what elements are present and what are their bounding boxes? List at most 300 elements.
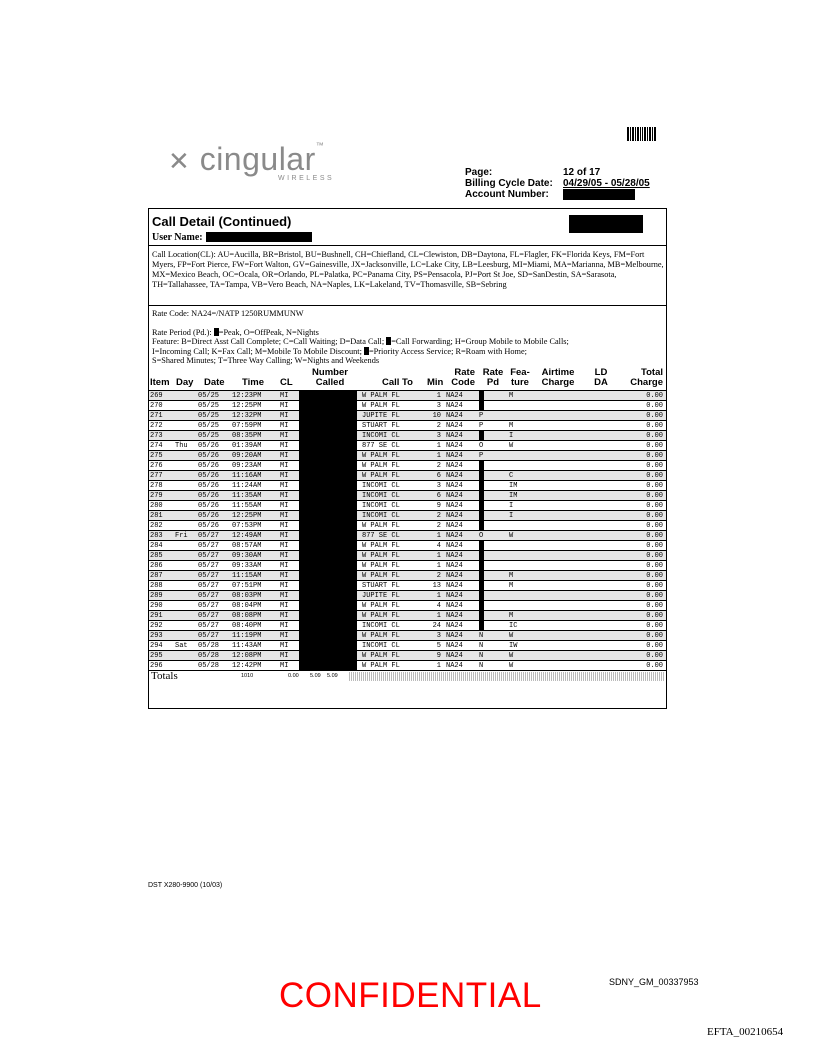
cell-item: 273	[150, 432, 163, 440]
cell-rate-code: NA24	[446, 582, 463, 590]
cell-rate-pd: N	[479, 652, 484, 660]
cell-total-charge: 0.00	[646, 392, 663, 400]
number-called-redaction	[299, 591, 357, 600]
col-call-to: Call To	[382, 377, 413, 388]
cell-call-to: W PALM FL	[362, 612, 400, 620]
cell-item: 291	[150, 612, 163, 620]
barcode	[627, 127, 657, 141]
cell-total-charge: 0.00	[646, 592, 663, 600]
cell-cl: MI	[280, 642, 289, 650]
cell-min: 24	[432, 622, 441, 630]
cell-total-charge: 0.00	[646, 532, 663, 540]
cell-rate-code: NA24	[446, 542, 463, 550]
cell-time: 07:59PM	[232, 422, 262, 430]
number-called-redaction	[299, 411, 357, 420]
cell-call-to: W PALM FL	[362, 452, 400, 460]
cell-item: 292	[150, 622, 163, 630]
cell-min: 3	[436, 432, 441, 440]
cell-cl: MI	[280, 402, 289, 410]
table-row	[149, 490, 666, 500]
cell-cl: MI	[280, 582, 289, 590]
cell-call-to: INCOMI CL	[362, 642, 400, 650]
billing-cycle-label: Billing Cycle Date:	[465, 178, 553, 189]
rate-pd-redaction	[479, 541, 484, 550]
rate-pd-redaction	[479, 471, 484, 480]
cell-rate-code: NA24	[446, 392, 463, 400]
cell-feature: M	[509, 572, 514, 580]
cell-cl: MI	[280, 482, 289, 490]
cell-cl: MI	[280, 452, 289, 460]
cell-time: 08:57AM	[232, 542, 262, 550]
cell-rate-code: NA24	[446, 482, 463, 490]
account-number-redaction	[563, 189, 635, 200]
number-called-redaction	[299, 401, 357, 410]
cell-cl: MI	[280, 572, 289, 580]
rate-pd-redaction	[479, 601, 484, 610]
rate-pd-redaction	[479, 391, 484, 400]
cell-call-to: W PALM FL	[362, 632, 400, 640]
cell-rate-pd: N	[479, 642, 484, 650]
billing-header	[465, 167, 650, 200]
cell-min: 1	[436, 592, 441, 600]
table-row	[149, 540, 666, 550]
cell-total-charge: 0.00	[646, 622, 663, 630]
table-row	[149, 470, 666, 480]
cell-call-to: 877 SE CL	[362, 532, 400, 540]
totals-value-2: 5.09	[310, 673, 321, 679]
cell-cl: MI	[280, 662, 289, 670]
title-redaction	[569, 215, 643, 233]
cell-total-charge: 0.00	[646, 642, 663, 650]
number-called-redaction	[299, 541, 357, 550]
table-row	[149, 460, 666, 470]
number-called-redaction	[299, 391, 357, 400]
number-called-redaction	[299, 551, 357, 560]
cell-item: 296	[150, 662, 163, 670]
cell-time: 08:03PM	[232, 592, 262, 600]
cell-time: 08:08PM	[232, 612, 262, 620]
totals-min: 1010	[241, 673, 254, 679]
col-rate-code: Rate Code	[451, 367, 475, 388]
cell-date: 05/28	[198, 652, 220, 660]
cell-item: 287	[150, 572, 163, 580]
cell-cl: MI	[280, 462, 289, 470]
billing-cycle-value: 04/29/05 - 05/28/05	[563, 178, 650, 189]
cell-feature: IM	[509, 482, 518, 490]
cell-cl: MI	[280, 652, 289, 660]
divider	[149, 245, 666, 246]
cell-cl: MI	[280, 442, 289, 450]
col-min: Min	[427, 377, 444, 388]
cell-item: 290	[150, 602, 163, 610]
cell-date: 05/26	[198, 442, 220, 450]
user-name-redaction	[206, 232, 312, 242]
cell-time: 08:04PM	[232, 602, 262, 610]
table-row	[149, 580, 666, 590]
cell-cl: MI	[280, 592, 289, 600]
cell-min: 2	[436, 462, 441, 470]
cell-call-to: STUART FL	[362, 582, 400, 590]
rate-pd-redaction	[479, 571, 484, 580]
table-row	[149, 570, 666, 580]
number-called-redaction	[299, 471, 357, 480]
cell-feature: W	[509, 662, 514, 670]
cell-rate-code: NA24	[446, 452, 463, 460]
cell-item: 286	[150, 562, 163, 570]
cell-min: 3	[436, 632, 441, 640]
cell-min: 1	[436, 442, 441, 450]
cell-cl: MI	[280, 422, 289, 430]
cell-feature: I	[509, 512, 514, 520]
cell-time: 12:49AM	[232, 532, 262, 540]
cell-total-charge: 0.00	[646, 452, 663, 460]
table-row	[149, 390, 666, 400]
cell-date: 05/26	[198, 522, 220, 530]
table-row	[149, 590, 666, 600]
col-cl: CL	[280, 377, 293, 388]
cell-rate-pd: P	[479, 452, 484, 460]
user-name-label: User Name:	[152, 232, 203, 243]
cell-cl: MI	[280, 392, 289, 400]
number-called-redaction	[299, 621, 357, 630]
cell-min: 1	[436, 532, 441, 540]
cell-date: 05/27	[198, 552, 220, 560]
cell-cl: MI	[280, 412, 289, 420]
cell-call-to: W PALM FL	[362, 562, 400, 570]
page-value: 12 of 17	[563, 167, 601, 178]
call-location-legend: Call Location(CL): AU=Aucilla, BR=Bristol, BU=Bushnell, CH=Chiefland, CL=Clewiston, DB=Daytona, FL=Flagler, FK=Florida Keys, FM=Fort Myers, FP=Fort Pierce, FW=Fort Walton, GV=Gainesville, JX=Jacksonville, LC=Lake City, LB=Leesburg, MI=Miami, MA=Marianna, MB=Melbourne, MX=Mexico Beach, OC=Ocala, OR=Orlando, PL=Palatka, PC=Panama City, PS=Pensacola, PJ=Port St Joe, SD=SanDestin, SA=Sarasota, TH=Tallahassee, TA=Tampa, VB=Vero Beach, NA=Naples, LK=Lakeland, TV=Thomasville, SB=Sebring	[152, 250, 664, 289]
cell-rate-code: NA24	[446, 432, 463, 440]
cell-cl: MI	[280, 552, 289, 560]
cell-date: 05/27	[198, 612, 220, 620]
rate-pd-redaction	[479, 611, 484, 620]
cell-total-charge: 0.00	[646, 602, 663, 610]
table-row	[149, 410, 666, 420]
rate-pd-redaction	[479, 431, 484, 440]
cell-total-charge: 0.00	[646, 632, 663, 640]
cell-feature: IC	[509, 622, 518, 630]
cell-total-charge: 0.00	[646, 502, 663, 510]
cell-time: 12:23PM	[232, 392, 262, 400]
col-total-charge: Total Charge	[630, 367, 663, 388]
cell-call-to: W PALM FL	[362, 652, 400, 660]
cell-rate-code: NA24	[446, 602, 463, 610]
cell-rate-code: NA24	[446, 552, 463, 560]
cell-min: 5	[436, 642, 441, 650]
cell-cl: MI	[280, 502, 289, 510]
cell-total-charge: 0.00	[646, 422, 663, 430]
cell-item: 279	[150, 492, 163, 500]
cell-call-to: W PALM FL	[362, 472, 400, 480]
cell-total-charge: 0.00	[646, 522, 663, 530]
col-rate-pd: Rate Pd	[482, 367, 504, 388]
col-airtime-charge: Airtime Charge	[541, 367, 575, 388]
cell-total-charge: 0.00	[646, 542, 663, 550]
cell-feature: M	[509, 582, 514, 590]
cell-date: 05/27	[198, 622, 220, 630]
number-called-redaction	[299, 421, 357, 430]
rate-period-line: Rate Period (Pd.): =Peak, O=OffPeak, N=Nights	[152, 327, 319, 337]
cingular-logo	[168, 141, 335, 182]
cell-cl: MI	[280, 512, 289, 520]
cell-rate-code: NA24	[446, 502, 463, 510]
confidential-stamp: CONFIDENTIAL	[279, 976, 542, 1015]
cell-date: 05/26	[198, 472, 220, 480]
number-called-redaction	[299, 511, 357, 520]
cell-time: 11:43AM	[232, 642, 262, 650]
cell-rate-code: NA24	[446, 592, 463, 600]
cell-item: 283	[150, 532, 163, 540]
cell-feature: W	[509, 442, 514, 450]
cell-min: 6	[436, 492, 441, 500]
cell-time: 08:40PM	[232, 622, 262, 630]
cell-cl: MI	[280, 562, 289, 570]
bates-number: SDNY_GM_00337953	[609, 977, 699, 987]
cell-time: 09:33AM	[232, 562, 262, 570]
totals-value-3: 5.09	[327, 673, 338, 679]
cell-time: 11:24AM	[232, 482, 262, 490]
cell-call-to: JUPITE FL	[362, 412, 400, 420]
feature-line-3: S=Shared Minutes; T=Three Way Calling; W=Nights and Weekends	[152, 356, 380, 366]
cell-call-to: JUPITE FL	[362, 592, 400, 600]
cell-time: 12:42PM	[232, 662, 262, 670]
cell-date: 05/25	[198, 412, 220, 420]
rate-pd-redaction	[479, 521, 484, 530]
cell-day: Fri	[175, 532, 188, 540]
cell-min: 4	[436, 542, 441, 550]
cell-call-to: W PALM FL	[362, 552, 400, 560]
col-time: Time	[242, 377, 265, 388]
cell-date: 05/27	[198, 532, 220, 540]
cell-rate-code: NA24	[446, 422, 463, 430]
form-number: DST X280-9900 (10/03)	[148, 882, 223, 889]
cell-date: 05/26	[198, 452, 220, 460]
cell-min: 9	[436, 652, 441, 660]
cell-rate-code: NA24	[446, 522, 463, 530]
cell-call-to: W PALM FL	[362, 572, 400, 580]
table-row	[149, 500, 666, 510]
number-called-redaction	[299, 651, 357, 660]
cell-item: 294	[150, 642, 163, 650]
cell-date: 05/26	[198, 492, 220, 500]
cell-time: 11:19PM	[232, 632, 262, 640]
table-row	[149, 600, 666, 610]
cell-cl: MI	[280, 432, 289, 440]
cell-time: 11:55AM	[232, 502, 262, 510]
rate-pd-redaction	[479, 501, 484, 510]
cell-rate-pd: O	[479, 442, 484, 450]
cell-date: 05/27	[198, 582, 220, 590]
rate-pd-redaction	[479, 491, 484, 500]
cell-min: 10	[432, 412, 441, 420]
cell-day: Sat	[175, 642, 188, 650]
cell-total-charge: 0.00	[646, 652, 663, 660]
table-body	[149, 390, 666, 670]
number-called-redaction	[299, 491, 357, 500]
number-called-redaction	[299, 631, 357, 640]
number-called-redaction	[299, 531, 357, 540]
cell-rate-code: NA24	[446, 442, 463, 450]
cell-feature: I	[509, 432, 514, 440]
cell-call-to: W PALM FL	[362, 662, 400, 670]
number-called-redaction	[299, 521, 357, 530]
cell-time: 01:39AM	[232, 442, 262, 450]
cell-min: 1	[436, 552, 441, 560]
cell-total-charge: 0.00	[646, 582, 663, 590]
col-ld-da: LD DA	[594, 367, 608, 388]
logo-brand-mark: ✕ cingular™	[168, 141, 325, 177]
cell-total-charge: 0.00	[646, 482, 663, 490]
table-row	[149, 660, 666, 670]
cell-date: 05/27	[198, 602, 220, 610]
number-called-redaction	[299, 481, 357, 490]
cell-time: 12:25PM	[232, 512, 262, 520]
cell-rate-pd: P	[479, 422, 484, 430]
cell-feature: C	[509, 472, 514, 480]
table-row	[149, 440, 666, 450]
account-number-label: Account Number:	[465, 189, 549, 200]
cell-call-to: INCOMI CL	[362, 502, 400, 510]
cell-cl: MI	[280, 532, 289, 540]
cell-item: 271	[150, 412, 163, 420]
number-called-redaction	[299, 451, 357, 460]
cell-total-charge: 0.00	[646, 412, 663, 420]
cell-date: 05/26	[198, 482, 220, 490]
table-row	[149, 450, 666, 460]
cell-call-to: W PALM FL	[362, 462, 400, 470]
cell-time: 11:16AM	[232, 472, 262, 480]
rate-pd-redaction	[479, 621, 484, 630]
cell-item: 277	[150, 472, 163, 480]
cell-item: 295	[150, 652, 163, 660]
cell-time: 11:15AM	[232, 572, 262, 580]
cell-item: 285	[150, 552, 163, 560]
cell-min: 13	[432, 582, 441, 590]
cell-rate-code: NA24	[446, 662, 463, 670]
divider	[149, 305, 666, 306]
feature-line-2: I=Incoming Call; K=Fax Call; M=Mobile To Mobile Discount; =Priority Access Service; R=Roam with Home;	[152, 346, 527, 356]
cell-call-to: W PALM FL	[362, 542, 400, 550]
cell-time: 09:30AM	[232, 552, 262, 560]
table-row	[149, 420, 666, 430]
cell-date: 05/25	[198, 402, 220, 410]
cell-item: 281	[150, 512, 163, 520]
cell-date: 05/26	[198, 512, 220, 520]
cell-total-charge: 0.00	[646, 552, 663, 560]
cell-rate-code: NA24	[446, 642, 463, 650]
cell-min: 3	[436, 482, 441, 490]
cell-min: 1	[436, 662, 441, 670]
table-row	[149, 530, 666, 540]
cell-min: 1	[436, 392, 441, 400]
cell-rate-code: NA24	[446, 402, 463, 410]
cell-rate-pd: N	[479, 632, 484, 640]
cell-total-charge: 0.00	[646, 402, 663, 410]
cell-rate-code: NA24	[446, 492, 463, 500]
cell-day: Thu	[175, 442, 188, 450]
cell-total-charge: 0.00	[646, 472, 663, 480]
number-called-redaction	[299, 661, 357, 670]
cell-call-to: STUART FL	[362, 422, 400, 430]
cell-rate-code: NA24	[446, 472, 463, 480]
cell-rate-code: NA24	[446, 512, 463, 520]
cell-item: 282	[150, 522, 163, 530]
cell-date: 05/27	[198, 632, 220, 640]
totals-label: Totals	[151, 670, 178, 682]
cell-min: 4	[436, 602, 441, 610]
number-called-redaction	[299, 441, 357, 450]
cell-item: 278	[150, 482, 163, 490]
cell-rate-pd: O	[479, 532, 484, 540]
cell-time: 07:53PM	[232, 522, 262, 530]
totals-hatch	[349, 672, 665, 681]
cell-date: 05/25	[198, 432, 220, 440]
table-row	[149, 560, 666, 570]
number-called-redaction	[299, 611, 357, 620]
col-day: Day	[176, 377, 194, 388]
call-detail-box	[148, 208, 667, 709]
cell-min: 9	[436, 502, 441, 510]
cell-time: 12:08PM	[232, 652, 262, 660]
number-called-redaction	[299, 571, 357, 580]
cell-rate-code: NA24	[446, 632, 463, 640]
cell-item: 293	[150, 632, 163, 640]
cell-time: 12:32PM	[232, 412, 262, 420]
table-row	[149, 640, 666, 650]
cell-date: 05/27	[198, 572, 220, 580]
cell-date: 05/28	[198, 642, 220, 650]
cell-total-charge: 0.00	[646, 572, 663, 580]
rate-code-line: Rate Code: NA24=/NATP 1250RUMMUNW	[152, 309, 304, 318]
cell-call-to: W PALM FL	[362, 602, 400, 610]
table-row	[149, 520, 666, 530]
cell-total-charge: 0.00	[646, 562, 663, 570]
cell-time: 11:35AM	[232, 492, 262, 500]
cell-rate-code: NA24	[446, 412, 463, 420]
cell-total-charge: 0.00	[646, 612, 663, 620]
cell-item: 270	[150, 402, 163, 410]
col-feature: Fea- ture	[510, 367, 530, 388]
table-row	[149, 630, 666, 640]
cell-rate-pd: P	[479, 412, 484, 420]
cell-total-charge: 0.00	[646, 432, 663, 440]
cell-item: 280	[150, 502, 163, 510]
cell-min: 2	[436, 422, 441, 430]
cell-call-to: INCOMI CL	[362, 482, 400, 490]
cell-date: 05/27	[198, 592, 220, 600]
table-row	[149, 510, 666, 520]
cell-feature: W	[509, 632, 514, 640]
cell-call-to: INCOMI CL	[362, 492, 400, 500]
rate-pd-redaction	[479, 511, 484, 520]
cell-time: 07:51PM	[232, 582, 262, 590]
cell-total-charge: 0.00	[646, 662, 663, 670]
number-called-redaction	[299, 641, 357, 650]
cell-feature: M	[509, 422, 514, 430]
cell-cl: MI	[280, 632, 289, 640]
rate-pd-redaction	[479, 581, 484, 590]
cell-total-charge: 0.00	[646, 442, 663, 450]
cell-item: 275	[150, 452, 163, 460]
cell-total-charge: 0.00	[646, 492, 663, 500]
cell-feature: W	[509, 532, 514, 540]
cell-rate-code: NA24	[446, 572, 463, 580]
cell-date: 05/27	[198, 562, 220, 570]
number-called-redaction	[299, 461, 357, 470]
cell-call-to: INCOMI CL	[362, 432, 400, 440]
cell-time: 12:25PM	[232, 402, 262, 410]
cell-call-to: INCOMI CL	[362, 622, 400, 630]
